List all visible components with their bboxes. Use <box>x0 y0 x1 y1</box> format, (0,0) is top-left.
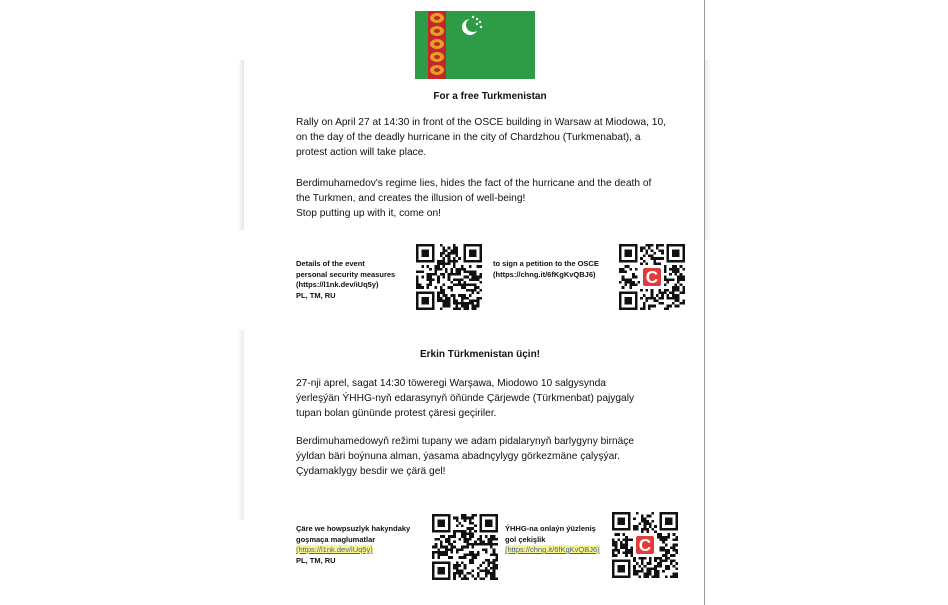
turkmen-qr-left-link[interactable]: (https://l1nk.dev/iUq5y) <box>296 545 373 554</box>
turkmenistan-flag <box>415 11 535 79</box>
page-edge-shadow-left-lower <box>238 330 244 520</box>
english-qr-right-line-1: to sign a petition to the OSCE <box>493 259 599 268</box>
page-edge-shadow-right <box>705 60 711 240</box>
english-paragraph-2-line-1: Berdimuhamedov's regime lies, hides the fact of the hurricane and the death of the Turkmen, and creates the illusion of well-being! <box>296 178 652 204</box>
turkmen-qr-left-line-4: PL, TM, RU <box>296 555 336 565</box>
turkmen-qr-right-line-1: ÝHHG-na onlaýn ýüzleniş <box>505 524 596 533</box>
english-paragraph-2 <box>296 176 656 221</box>
qr-code-event-details-tm[interactable] <box>432 514 498 580</box>
turkmen-paragraph-2-line-2: Çydamaklygy besdir we çärä gel! <box>296 466 446 477</box>
english-qr-left-line-4: PL, TM, RU <box>296 290 336 300</box>
qr-badge-letter: C <box>638 535 652 556</box>
qr-code-petition[interactable] <box>619 244 685 310</box>
qr-code-petition-tm[interactable] <box>612 512 678 578</box>
turkmen-title: Erkin Türkmenistan üçin! <box>419 349 541 360</box>
turkmen-qr-left-line-1: Çäre we howpsuzlyk hakyndaky <box>296 524 411 533</box>
english-qr-left-line-3: (https://l1nk.dev/iUq5y) <box>296 280 379 289</box>
english-paragraph-1: Rally on April 27 at 14:30 in front of the OSCE building in Warsaw at Miodowa, 10, on the day of the deadly hurricane in the city of Chardzhou (Turkmenabat), a protest action will take place. <box>296 117 666 158</box>
turkmen-qr-left-label <box>296 524 410 566</box>
english-qr-left-line-2: personal security measures <box>296 269 396 279</box>
turkmen-qr-left-line-2: goşmaça maglumatlar <box>296 534 376 544</box>
turkmen-paragraph-2 <box>296 434 666 479</box>
page-edge-shadow-left <box>238 60 244 230</box>
english-title: For a free Turkmenistan <box>433 91 547 102</box>
english-qr-right-label <box>493 259 599 280</box>
english-qr-right-line-2: (https://chng.it/6fKgKvQBJ6) <box>493 269 596 279</box>
qr-badge-letter: C <box>645 267 659 288</box>
qr-code-event-details[interactable] <box>416 244 482 310</box>
turkmen-paragraph-1: 27-nji aprel, sagat 14:30 töweregi Warşawa, Miodowo 10 salgysynda ýerleşýän ÝHHG-nyň edarasynyň öňünde Çärjewde (Türkmenbat) pajygaly tupan bolan gününde protest çäresi geçiriler. <box>296 378 635 419</box>
turkmen-paragraph-2-line-1: Berdimuhamedowyň režimi tupany we adam pidalarynyň barlygyny birnäçe ýyldan bäri boýnuna alman, ýasama abadnçylygy görkezmäne çalyşýar. <box>296 436 635 462</box>
turkmen-qr-right-label <box>505 524 600 556</box>
turkmen-qr-right-link[interactable]: (https://chng.it/6fKgKvQBJ6) <box>505 545 600 554</box>
english-qr-left-label <box>296 259 395 301</box>
english-qr-left-line-1: Details of the event <box>296 259 365 268</box>
turkmen-qr-right-line-2: gol çekişlik <box>505 534 546 544</box>
english-paragraph-2-line-2: Stop putting up with it, come on! <box>296 208 441 219</box>
